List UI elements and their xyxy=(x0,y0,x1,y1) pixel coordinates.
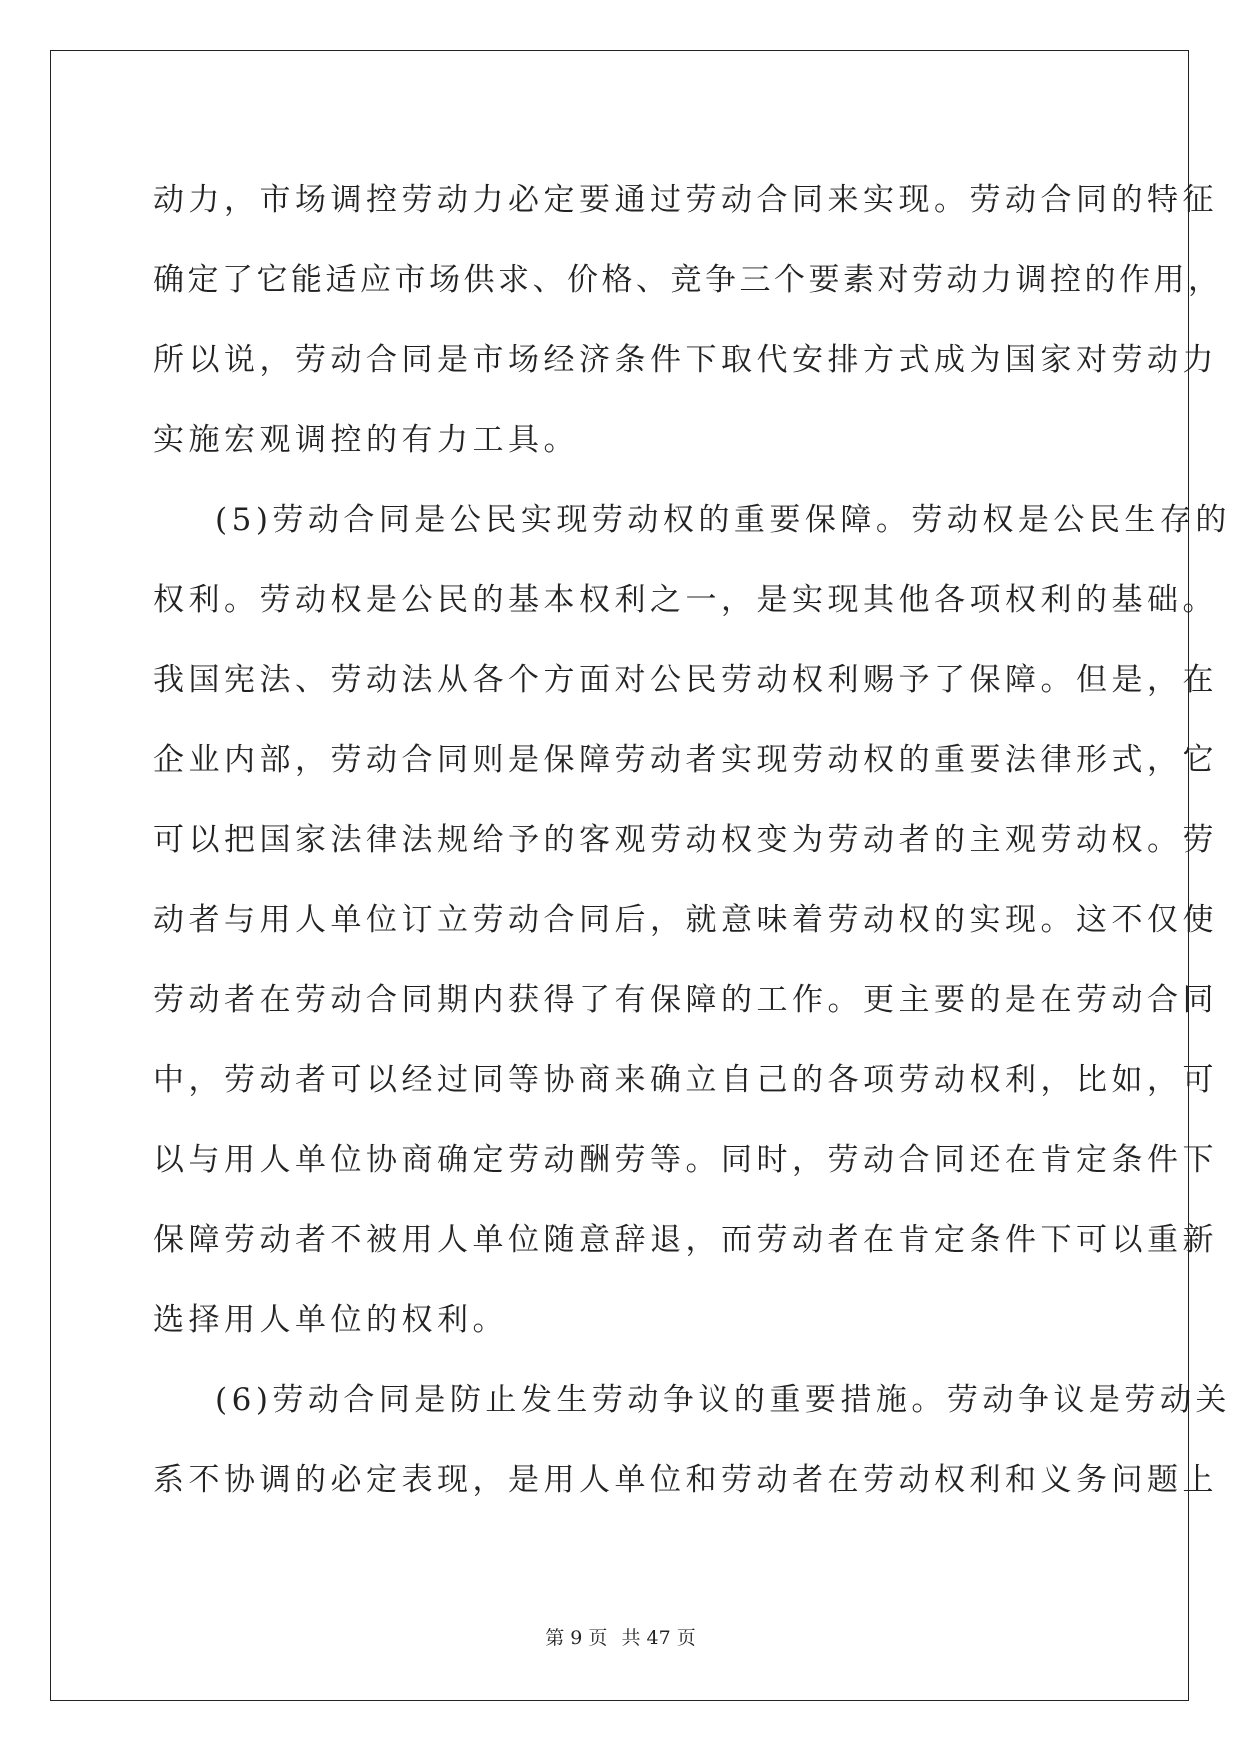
page-total: 共 47 页 xyxy=(621,1627,696,1649)
page-footer xyxy=(0,1623,1241,1650)
text-line: (6)劳动合同是防止发生劳动争议的重要措施。劳动争议是劳动关 xyxy=(215,1382,1231,1418)
text-line: 可以把国家法律法规给予的客观劳动权变为劳动者的主观劳动权。劳 xyxy=(153,822,1218,858)
text-line: 权利。劳动权是公民的基本权利之一，是实现其他各项权利的基础。 xyxy=(153,582,1218,618)
text-line: 保障劳动者不被用人单位随意辞退，而劳动者在肯定条件下可以重新 xyxy=(153,1222,1218,1258)
text-line: 所以说，劳动合同是市场经济条件下取代安排方式成为国家对劳动力 xyxy=(153,342,1218,378)
text-line: 系不协调的必定表现，是用人单位和劳动者在劳动权利和义务问题上 xyxy=(153,1462,1218,1498)
page-number: 第 9 页 xyxy=(545,1627,608,1649)
text-line: 以与用人单位协商确定劳动酬劳等。同时，劳动合同还在肯定条件下 xyxy=(153,1142,1218,1178)
text-line: 劳动者在劳动合同期内获得了有保障的工作。更主要的是在劳动合同 xyxy=(153,982,1218,1018)
text-line: 确定了它能适应市场供求、价格、竞争三个要素对劳动力调控的作用， xyxy=(153,262,1223,298)
text-line: 实施宏观调控的有力工具。 xyxy=(153,422,579,458)
text-line: (5)劳动合同是公民实现劳动权的重要保障。劳动权是公民生存的 xyxy=(215,502,1231,538)
text-line: 我国宪法、劳动法从各个方面对公民劳动权利赐予了保障。但是，在 xyxy=(153,662,1218,698)
text-line: 中，劳动者可以经过同等协商来确立自己的各项劳动权利，比如，可 xyxy=(153,1062,1218,1098)
paragraph-3 xyxy=(153,1360,1231,1520)
text-line: 企业内部，劳动合同则是保障劳动者实现劳动权的重要法律形式，它 xyxy=(153,742,1218,778)
text-line: 动力，市场调控劳动力必定要通过劳动合同来实现。劳动合同的特征 xyxy=(153,182,1218,218)
text-line: 动者与用人单位订立劳动合同后，就意味着劳动权的实现。这不仅使 xyxy=(153,902,1218,938)
paragraph-1 xyxy=(153,160,1223,480)
paragraph-2 xyxy=(153,480,1231,1360)
document-body xyxy=(153,160,1231,1520)
text-line: 选择用人单位的权利。 xyxy=(153,1302,508,1338)
